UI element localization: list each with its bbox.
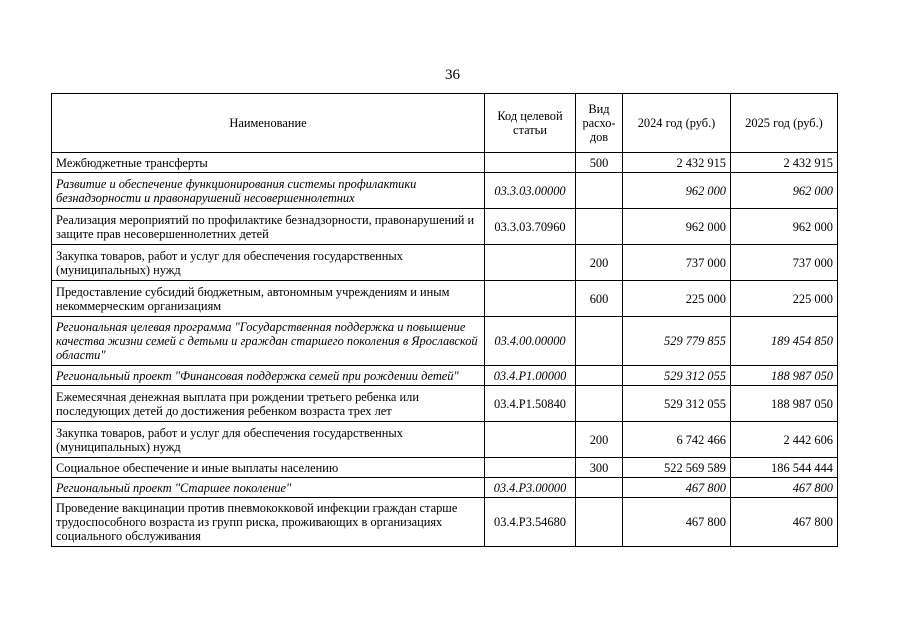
row-name: Предоставление субсидий бюджетным, автономным учреждениям и иным некоммерческим организациям <box>52 281 485 317</box>
row-vid: 300 <box>576 458 623 478</box>
header-name: Наименование <box>52 94 485 153</box>
header-2024: 2024 год (руб.) <box>623 94 731 153</box>
table-row <box>52 386 838 422</box>
table-row <box>52 498 838 547</box>
row-code: 03.4.P3.54680 <box>485 498 576 547</box>
row-2024: 529 312 055 <box>623 386 731 422</box>
row-code: 03.4.P1.00000 <box>485 366 576 386</box>
row-name: Реализация мероприятий по профилактике безнадзорности, правонарушений и защите прав несовершеннолетних детей <box>52 209 485 245</box>
row-vid <box>576 209 623 245</box>
row-vid <box>576 478 623 498</box>
row-name: Закупка товаров, работ и услуг для обеспечения государственных (муниципальных) нужд <box>52 245 485 281</box>
row-code <box>485 422 576 458</box>
row-code: 03.4.00.00000 <box>485 317 576 366</box>
row-2024: 6 742 466 <box>623 422 731 458</box>
row-2024: 467 800 <box>623 478 731 498</box>
row-2024: 529 312 055 <box>623 366 731 386</box>
table-row <box>52 422 838 458</box>
header-2025: 2025 год (руб.) <box>731 94 838 153</box>
table-row <box>52 478 838 498</box>
table-row <box>52 366 838 386</box>
row-name: Ежемесячная денежная выплата при рождении третьего ребенка или последующих детей до достижения ребенком возраста трех лет <box>52 386 485 422</box>
row-vid: 500 <box>576 153 623 173</box>
row-code: 03.4.P3.00000 <box>485 478 576 498</box>
row-vid: 200 <box>576 245 623 281</box>
table-row <box>52 458 838 478</box>
table-header-row <box>52 94 838 153</box>
row-code <box>485 458 576 478</box>
row-name: Закупка товаров, работ и услуг для обеспечения государственных (муниципальных) нужд <box>52 422 485 458</box>
table-row <box>52 209 838 245</box>
row-vid <box>576 366 623 386</box>
row-2025: 467 800 <box>731 478 838 498</box>
row-vid <box>576 498 623 547</box>
row-2025: 186 544 444 <box>731 458 838 478</box>
table-row <box>52 317 838 366</box>
row-2025: 962 000 <box>731 173 838 209</box>
row-2025: 737 000 <box>731 245 838 281</box>
row-name: Проведение вакцинации против пневмококковой инфекции граждан старше трудоспособного возраста из групп риска, проживающих в организациях социального обслуживания <box>52 498 485 547</box>
row-2024: 467 800 <box>623 498 731 547</box>
header-code: Код целевой статьи <box>485 94 576 153</box>
row-2025: 188 987 050 <box>731 366 838 386</box>
row-2024: 962 000 <box>623 209 731 245</box>
row-code <box>485 153 576 173</box>
row-2025: 467 800 <box>731 498 838 547</box>
row-vid: 600 <box>576 281 623 317</box>
row-vid <box>576 386 623 422</box>
row-name: Региональная целевая программа "Государственная поддержка и повышение качества жизни семей с детьми и граждан старшего поколения в Ярославской области" <box>52 317 485 366</box>
row-2024: 225 000 <box>623 281 731 317</box>
row-2025: 962 000 <box>731 209 838 245</box>
row-name: Региональный проект "Старшее поколение" <box>52 478 485 498</box>
row-2025: 2 442 606 <box>731 422 838 458</box>
row-2024: 962 000 <box>623 173 731 209</box>
row-name: Региональный проект "Финансовая поддержка семей при рождении детей" <box>52 366 485 386</box>
row-2025: 2 432 915 <box>731 153 838 173</box>
header-vid: Вид расхо-дов <box>576 94 623 153</box>
row-code: 03.4.P1.50840 <box>485 386 576 422</box>
table-row <box>52 173 838 209</box>
page-number: 36 <box>445 67 460 83</box>
row-2025: 188 987 050 <box>731 386 838 422</box>
row-vid: 200 <box>576 422 623 458</box>
row-2024: 737 000 <box>623 245 731 281</box>
row-2025: 189 454 850 <box>731 317 838 366</box>
row-name: Межбюджетные трансферты <box>52 153 485 173</box>
row-vid <box>576 173 623 209</box>
row-code: 03.3.03.70960 <box>485 209 576 245</box>
row-2024: 522 569 589 <box>623 458 731 478</box>
row-2025: 225 000 <box>731 281 838 317</box>
row-vid <box>576 317 623 366</box>
row-name: Развитие и обеспечение функционирования системы профилактики безнадзорности и правонарушений несовершеннолетних <box>52 173 485 209</box>
row-2024: 529 779 855 <box>623 317 731 366</box>
table-row <box>52 281 838 317</box>
row-name: Социальное обеспечение и иные выплаты населению <box>52 458 485 478</box>
row-code: 03.3.03.00000 <box>485 173 576 209</box>
row-2024: 2 432 915 <box>623 153 731 173</box>
table-row <box>52 245 838 281</box>
budget-table <box>51 93 838 547</box>
table-row <box>52 153 838 173</box>
row-code <box>485 245 576 281</box>
row-code <box>485 281 576 317</box>
